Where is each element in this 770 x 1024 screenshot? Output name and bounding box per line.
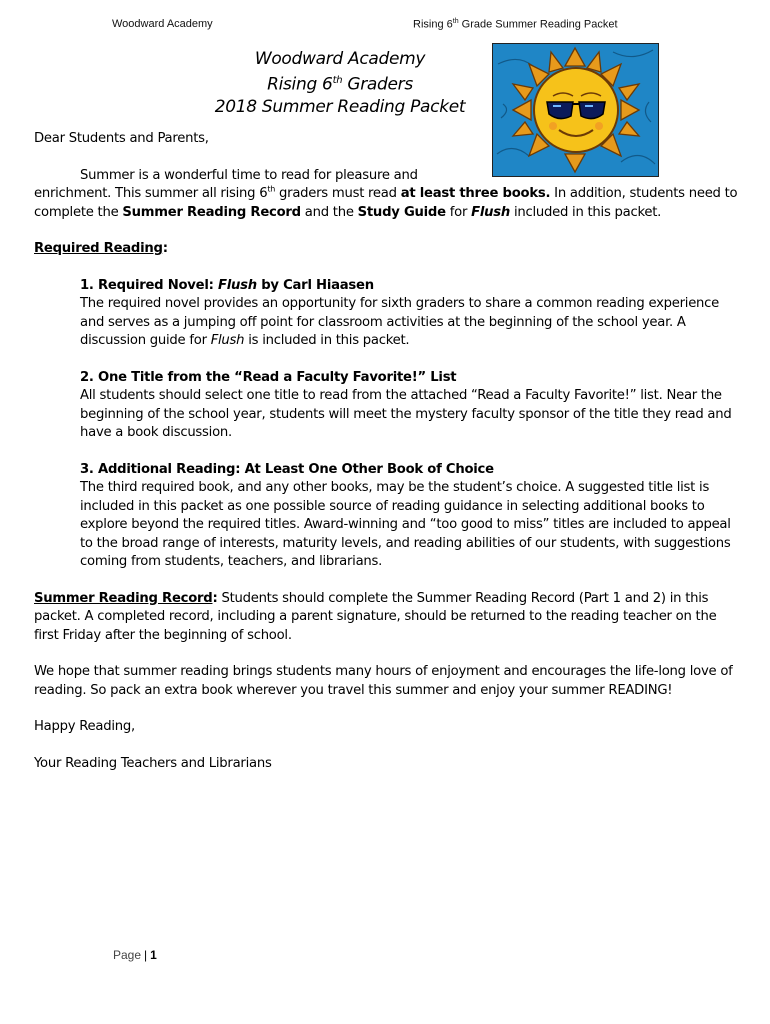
salutation: Dear Students and Parents,: [34, 131, 209, 146]
faculty-favorite-text: All students should select one title to read from the attached “Read a Faculty Favorite!” list. Near the beginning of the school year, students will meet the mystery faculty sponsor of the title they read and have a book discussion.: [80, 388, 732, 440]
summer-reading-record-paragraph: Summer Reading Record: Students should complete the Summer Reading Record (Part 1 and 2) in this packet. A completed record, including a parent signature, should be returned to the reading teacher on the first Friday after the beginning of school.: [34, 590, 717, 643]
title-line-packet: 2018 Summer Reading Packet: [214, 96, 466, 117]
required-reading-heading: Required Reading:: [34, 241, 168, 256]
required-novel-heading: 1. Required Novel: Flush by Carl Hiaasen: [80, 277, 374, 293]
sign-off: Happy Reading,: [34, 719, 135, 734]
closing-paragraph: We hope that summer reading brings students many hours of enjoyment and encourages the life-long love of reading. So pack an extra book wherever you travel this summer and enjoy your summer READING!: [34, 664, 733, 698]
title-line-school: Woodward Academy: [254, 49, 426, 69]
page-number: Page | 1: [113, 948, 157, 962]
intro-paragraph: enrichment. This summer all rising 6th graders must read at least three books. In addition, students need to complete the Summer Reading Record and the Study Guide for Flush included in this packet.: [34, 184, 738, 220]
required-novel-text: The required novel provides an opportunity for sixth graders to share a common reading experience and serves as a jumping off point for classroom activities at the beginning of the school year. A discussion guide for Flush is included in this packet.: [80, 296, 720, 348]
header-right: Rising 6th Grade Summer Reading Packet: [413, 18, 618, 31]
faculty-favorite-heading: 2. One Title from the “Read a Faculty Favorite!” List: [80, 369, 457, 385]
header-left: Woodward Academy: [112, 18, 213, 30]
title-line-grade: Rising 6th Graders: [267, 74, 413, 95]
additional-reading-heading: 3. Additional Reading: At Least One Other Book of Choice: [80, 461, 494, 477]
list-item: [34, 369, 742, 443]
list-item: [34, 277, 742, 351]
list-item: [34, 461, 742, 572]
intro-first-line: Summer is a wonderful time to read for pleasure and: [80, 167, 418, 183]
letter-body: [34, 130, 742, 773]
signature: Your Reading Teachers and Librarians: [34, 755, 272, 771]
additional-reading-text: The third required book, and any other books, may be the student’s choice. A suggested title list is included in this packet as one possible source of reading guidance in selecting additional books to explore beyond the required titles. Award-winning and “too good to miss” titles are included to appeal to the broad range of interests, maturity levels, and reading abilities of our students, with suggestions coming from students, teachers, and librarians.: [80, 480, 731, 569]
document-title: [180, 48, 500, 118]
